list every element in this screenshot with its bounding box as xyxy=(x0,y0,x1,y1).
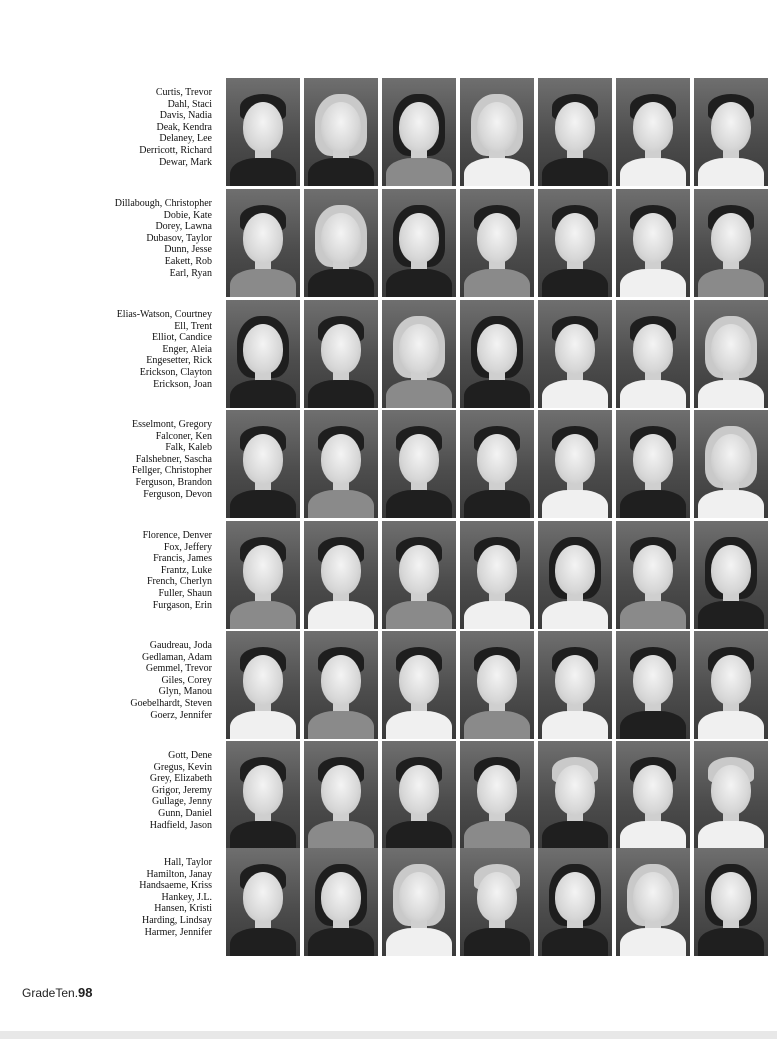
student-row xyxy=(0,741,777,849)
student-portrait xyxy=(538,631,612,739)
student-name: Harding, Lindsay xyxy=(142,914,212,926)
student-name: Fuller, Shaun xyxy=(158,587,212,599)
student-portrait xyxy=(460,848,534,956)
student-name-list xyxy=(100,857,212,938)
student-portrait xyxy=(226,78,300,186)
student-row xyxy=(0,78,777,186)
student-name: Gaudreau, Joda xyxy=(149,640,212,651)
student-portrait xyxy=(694,631,768,739)
student-name: Goerz, Jennifer xyxy=(150,709,212,721)
student-row xyxy=(0,410,777,518)
student-portrait xyxy=(382,631,456,739)
student-portrait xyxy=(694,300,768,408)
footer-section-label: GradeTen. xyxy=(22,986,79,1000)
student-portrait xyxy=(226,300,300,408)
student-portrait xyxy=(304,631,378,739)
student-name: Falk, Kaleb xyxy=(165,442,212,454)
student-name: Elias-Watson, Courtney xyxy=(116,309,212,320)
student-name: Francis, James xyxy=(153,553,212,565)
page-bottom-edge xyxy=(0,1031,777,1039)
student-row xyxy=(0,521,777,629)
student-portrait xyxy=(382,78,456,186)
student-portrait xyxy=(304,410,378,518)
student-name: Dorey, Lawna xyxy=(155,221,212,233)
student-portrait xyxy=(538,410,612,518)
student-portrait xyxy=(538,848,612,956)
student-name: Dobie, Kate xyxy=(163,209,212,221)
student-name: Falconer, Ken xyxy=(155,430,212,442)
student-portrait xyxy=(694,410,768,518)
student-portrait xyxy=(460,631,534,739)
student-name-list xyxy=(100,750,212,831)
student-portrait xyxy=(616,741,690,849)
student-name: Esselmont, Gregory xyxy=(132,419,212,430)
student-name: Goebelhardt, Steven xyxy=(130,697,212,709)
student-name: Harmer, Jennifer xyxy=(144,926,212,938)
student-name: Grey, Elizabeth xyxy=(149,773,212,785)
student-portrait xyxy=(226,741,300,849)
student-portrait xyxy=(304,741,378,849)
student-portrait xyxy=(616,189,690,297)
student-name: Erickson, Clayton xyxy=(139,366,212,378)
student-name: Falshebner, Sascha xyxy=(135,453,212,465)
student-name: Dillabough, Christopher xyxy=(114,198,212,209)
student-portrait xyxy=(616,521,690,629)
student-portrait xyxy=(226,410,300,518)
student-name: Deak, Kendra xyxy=(156,121,212,133)
student-portrait xyxy=(304,521,378,629)
student-portrait xyxy=(304,848,378,956)
student-name: Fox, Jeffery xyxy=(163,541,212,553)
page-footer xyxy=(22,985,93,1000)
student-portrait xyxy=(694,78,768,186)
student-portrait xyxy=(460,189,534,297)
student-portrait xyxy=(694,189,768,297)
student-name-list xyxy=(100,198,212,279)
student-name: Hamilton, Janay xyxy=(146,868,212,880)
student-name: Gullage, Jenny xyxy=(152,796,212,808)
student-name: Gedlaman, Adam xyxy=(142,651,212,663)
student-name: Engesetter, Rick xyxy=(146,355,212,367)
student-row xyxy=(0,848,777,956)
student-portrait xyxy=(226,189,300,297)
student-name: Curtis, Trevor xyxy=(155,87,212,98)
student-portrait xyxy=(382,521,456,629)
student-portrait xyxy=(616,848,690,956)
student-portrait xyxy=(616,300,690,408)
student-row xyxy=(0,300,777,408)
student-name: Elliot, Candice xyxy=(152,332,212,344)
student-name: Gregus, Kevin xyxy=(153,761,212,773)
student-name: Erickson, Joan xyxy=(153,378,212,390)
student-row xyxy=(0,631,777,739)
student-portrait xyxy=(382,410,456,518)
student-name: Delaney, Lee xyxy=(159,133,212,145)
student-name: Furgason, Erin xyxy=(152,599,212,611)
student-portrait xyxy=(616,631,690,739)
student-portrait xyxy=(460,410,534,518)
student-portrait xyxy=(538,300,612,408)
student-name: Dahl, Staci xyxy=(167,98,212,110)
student-name: Frantz, Luke xyxy=(160,564,212,576)
student-portrait xyxy=(538,741,612,849)
student-name: Gemmel, Trevor xyxy=(145,663,212,675)
student-name: Gunn, Daniel xyxy=(158,807,212,819)
student-portrait xyxy=(694,848,768,956)
student-name: Ferguson, Devon xyxy=(143,488,212,500)
student-name-list xyxy=(100,87,212,168)
student-name: Hadfield, Jason xyxy=(149,819,212,831)
student-portrait xyxy=(694,521,768,629)
student-portrait xyxy=(226,521,300,629)
student-portrait xyxy=(460,300,534,408)
student-name: Giles, Corey xyxy=(161,674,212,686)
student-portrait xyxy=(616,410,690,518)
student-name: Derricott, Richard xyxy=(139,144,212,156)
student-portrait xyxy=(538,189,612,297)
student-portrait xyxy=(460,521,534,629)
student-name: Dubasov, Taylor xyxy=(146,232,212,244)
student-portrait xyxy=(226,631,300,739)
student-name: Fellger, Christopher xyxy=(131,465,212,477)
student-name: Handsaeme, Kriss xyxy=(139,880,212,892)
page-number: 98 xyxy=(78,985,93,1000)
student-name: Hall, Taylor xyxy=(164,857,212,868)
student-name: Hankey, J.L. xyxy=(161,891,212,903)
student-name: French, Cherlyn xyxy=(147,576,212,588)
student-name: Glyn, Manou xyxy=(158,686,212,698)
student-portrait xyxy=(226,848,300,956)
student-portrait xyxy=(460,78,534,186)
student-name: Earl, Ryan xyxy=(169,267,212,279)
student-name: Dunn, Jesse xyxy=(164,244,212,256)
student-name: Hansen, Kristi xyxy=(154,903,212,915)
student-name: Enger, Aleia xyxy=(162,343,212,355)
student-name: Gott, Dene xyxy=(168,750,212,761)
student-name: Ferguson, Brandon xyxy=(135,476,212,488)
student-portrait xyxy=(694,741,768,849)
student-portrait xyxy=(460,741,534,849)
student-name: Ell, Trent xyxy=(174,320,212,332)
student-name: Florence, Denver xyxy=(142,530,212,541)
student-name-list xyxy=(100,309,212,390)
student-row xyxy=(0,189,777,297)
student-portrait xyxy=(382,300,456,408)
student-name: Grigor, Jeremy xyxy=(151,784,212,796)
student-portrait xyxy=(538,521,612,629)
student-portrait xyxy=(538,78,612,186)
student-name: Eakett, Rob xyxy=(164,255,212,267)
student-name-list xyxy=(100,640,212,721)
student-portrait xyxy=(382,741,456,849)
student-portrait xyxy=(304,189,378,297)
student-name-list xyxy=(100,419,212,500)
student-portrait xyxy=(382,848,456,956)
student-portrait xyxy=(616,78,690,186)
student-portrait xyxy=(304,78,378,186)
student-portrait xyxy=(382,189,456,297)
student-name: Dewar, Mark xyxy=(159,156,212,168)
student-name-list xyxy=(100,530,212,611)
student-portrait xyxy=(304,300,378,408)
student-name: Davis, Nadia xyxy=(159,110,212,122)
